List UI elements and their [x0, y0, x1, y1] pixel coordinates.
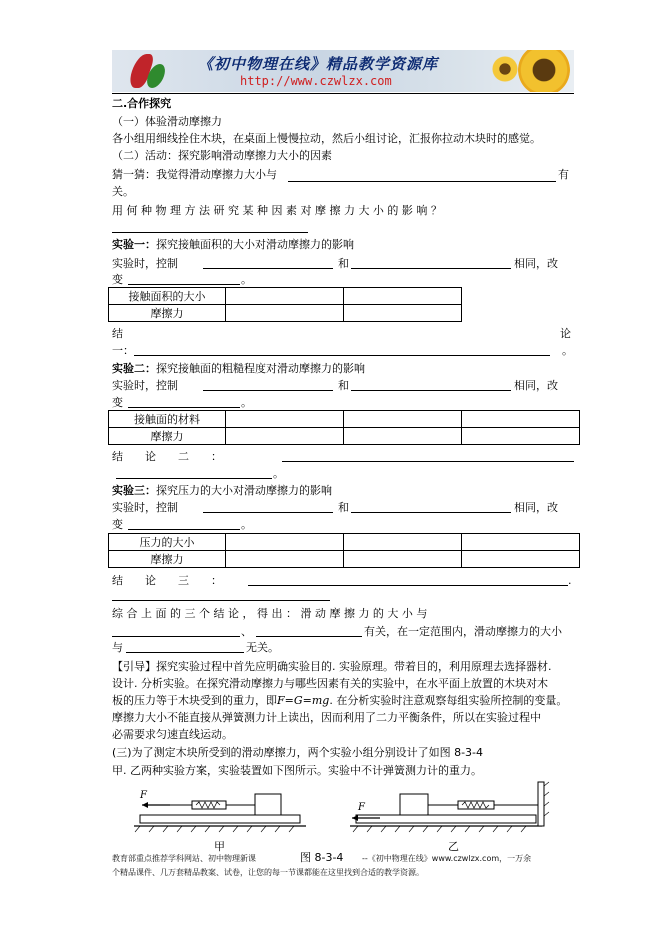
section-title: 二.合作探究 — [112, 97, 172, 110]
guide-line-1: 【引导】探究实验过程中首先应明确实验目的. 实验原理。带着目的，利用原理去选择器材. — [112, 660, 552, 673]
section-3-line-2: 甲. 乙两种实验方案，实验装置如下图所示。实验中不计弹簧测力计的重力。 — [112, 764, 482, 777]
experiment-1-title: 探究接触面积的大小对滑动摩擦力的影响 — [156, 238, 354, 251]
header-rule — [112, 93, 574, 94]
footer-line-1-b[interactable]: --《初中物理在线》www.czwlzx.com，一万余 — [362, 854, 532, 863]
force-label-jia: F — [140, 790, 147, 801]
conclusion-2-label: 结 论 二 ： — [112, 450, 222, 463]
method-question: 用 何 种 物 理 方 法 研 究 某 种 因 素 对 摩 擦 力 大 小 的 影 响 ？ — [112, 204, 442, 217]
exp1-row-header-friction: 摩擦力 — [109, 305, 226, 322]
experiment-3-table — [108, 533, 580, 568]
conclusion-2-blank-1[interactable] — [282, 461, 574, 462]
exp3-change: 变 — [112, 518, 123, 531]
summary-blank-2[interactable] — [256, 636, 362, 637]
section-3-line-1: (三)为了测定木块所受到的滑动摩擦力，两个实验小组分别设计了如图 8-3-4 — [112, 746, 484, 759]
figure-label-jia: 甲 — [214, 840, 225, 853]
exp3-period: 。 — [241, 518, 252, 531]
experiment-1-table — [108, 287, 462, 322]
sunflower-image — [518, 50, 570, 92]
table-cell[interactable] — [226, 288, 344, 305]
exp2-and: 和 — [338, 379, 349, 392]
exp1-row-header-area: 接触面积的大小 — [109, 288, 226, 305]
guide-line-4: 摩擦力大小不能直接从弹簧测力计上读出，因而利用了二力平衡条件，所以在实验过程中 — [112, 711, 541, 724]
guide-line-3a: 板的压力等于木块受到的重力，即 — [112, 694, 277, 707]
subsection-1-title: （一）体验滑动摩擦力 — [112, 115, 222, 128]
guess-continuation: 关。 — [112, 185, 134, 198]
conclusion-1-a: 结 — [112, 327, 123, 340]
guide-line-5: 必需要求匀速直线运动。 — [112, 728, 233, 741]
table-row — [109, 411, 580, 428]
force-label-yi: F — [358, 802, 365, 813]
table-cell[interactable] — [462, 534, 580, 551]
subsection-2-title: （二）活动：探究影响滑动摩擦力大小的因素 — [112, 149, 332, 162]
experiment-3-title: 探究压力的大小对滑动摩擦力的影响 — [156, 484, 332, 497]
table-cell[interactable] — [226, 428, 344, 445]
experiment-2-heading — [112, 361, 365, 377]
guess-blank[interactable] — [288, 181, 556, 182]
banner-title: 《初中物理在线》精品教学资源库 — [198, 55, 439, 73]
exp1-and: 和 — [338, 257, 349, 270]
exp3-control-prefix: 实验时，控制 — [112, 501, 178, 514]
exp2-period: 。 — [241, 396, 252, 409]
board-jia — [140, 815, 300, 823]
footer-line-2: 个精品课件、几万套精品教案、试卷，让您的每一节课都能在这里找到合适的教学资源。 — [112, 868, 424, 877]
conclusion-3-end: . — [568, 574, 572, 587]
table-cell[interactable] — [344, 428, 462, 445]
guess-suffix: 有 — [558, 168, 569, 181]
experiment-1-label: 实验一： — [112, 238, 156, 251]
table-row — [109, 534, 580, 551]
exp2-control-prefix: 实验时，控制 — [112, 379, 178, 392]
exp1-change: 变 — [112, 273, 123, 286]
conclusion-1-b: 论 — [560, 327, 571, 340]
header-banner — [112, 50, 574, 92]
table-cell[interactable] — [226, 534, 344, 551]
summary-line-3-suffix: 无关。 — [246, 641, 279, 654]
experiment-2-title: 探究接触面的粗糙程度对滑动摩擦力的影响 — [156, 362, 365, 375]
conclusion-2-blank-2[interactable] — [116, 478, 272, 479]
exp1-control-blank-1[interactable] — [203, 268, 333, 269]
table-cell[interactable] — [344, 551, 462, 568]
table-cell[interactable] — [226, 551, 344, 568]
apparatus-jia — [134, 790, 306, 853]
exp2-change: 变 — [112, 396, 123, 409]
table-cell[interactable] — [462, 428, 580, 445]
table-row — [109, 288, 462, 305]
table-row — [109, 551, 580, 568]
block-jia — [255, 794, 281, 815]
summary-line-1: 综 合 上 面 的 三 个 结 论 ， 得 出 ： 滑 动 摩 擦 力 的 大 小 与 — [112, 607, 428, 620]
figure-8-3-4 — [130, 778, 550, 858]
table-hatching-yi — [353, 826, 526, 832]
experiment-2-label: 实验二： — [112, 362, 156, 375]
table-cell[interactable] — [344, 288, 462, 305]
block-yi — [400, 794, 428, 815]
conclusion-1-blank[interactable] — [134, 355, 550, 356]
guide-line-2: 设计. 分析实验。在探究滑动摩擦力与哪些因素有关的实验中，在水平面上放置的木块对木 — [112, 677, 548, 690]
table-cell[interactable] — [226, 411, 344, 428]
table-cell[interactable] — [462, 551, 580, 568]
conclusion-3-blank-2[interactable] — [112, 600, 330, 601]
table-cell[interactable] — [344, 534, 462, 551]
exp2-control-blank-1[interactable] — [203, 390, 333, 391]
guess-prefix: 猜一猜：我觉得滑动摩擦力大小与 — [112, 168, 277, 181]
table-cell[interactable] — [344, 411, 462, 428]
table-cell[interactable] — [462, 411, 580, 428]
conclusion-3-label: 结 论 三 ： — [112, 574, 222, 587]
table-cell[interactable] — [344, 305, 462, 322]
spring-scale-jia — [192, 801, 226, 809]
figure-caption: 图 8-3-4 — [300, 851, 344, 864]
conclusion-2-period: 。 — [273, 467, 284, 480]
exp2-row-header-friction: 摩擦力 — [109, 428, 226, 445]
banner-url[interactable]: http://www.czwlzx.com — [240, 74, 392, 88]
exp1-period: 。 — [241, 273, 252, 286]
exp2-row-header-material: 接触面的材料 — [109, 411, 226, 428]
experiment-1-heading — [112, 237, 354, 253]
exp1-control-prefix: 实验时，控制 — [112, 257, 178, 270]
exp2-change-blank[interactable] — [128, 407, 240, 408]
exp3-same: 相同，改 — [514, 501, 558, 514]
summary-blank-1[interactable] — [112, 636, 240, 637]
experiment-3-heading — [112, 483, 332, 499]
guide-line-3 — [112, 693, 567, 709]
exp1-same: 相同，改 — [514, 257, 558, 270]
guide-line-3b: . 在分析实验时注意观察每组实验所控制的变量。 — [329, 694, 568, 707]
exp3-row-header-friction: 摩擦力 — [109, 551, 226, 568]
table-row — [109, 305, 462, 322]
exp1-control-blank-2[interactable] — [351, 268, 511, 269]
apparatus-yi — [350, 782, 549, 853]
exp3-row-header-pressure: 压力的大小 — [109, 534, 226, 551]
conclusion-1-c: 一： — [112, 344, 134, 357]
method-blank[interactable] — [112, 232, 308, 233]
summary-comma: 、 — [241, 625, 252, 638]
summary-line-2: 有关，在一定范围内，滑动摩擦力的大小 — [364, 625, 562, 638]
table-row — [109, 428, 580, 445]
paragraph-1: 各小组用细线拴住木块，在桌面上慢慢拉动，然后小组讨论，汇报你拉动木块时的感觉。 — [112, 132, 541, 145]
table-hatching-jia — [135, 826, 294, 832]
footer-line-1-a: 教育部重点推荐学科网站、初中物理新课 — [112, 854, 256, 863]
sunflower-small-image — [492, 56, 518, 82]
exp3-control-blank-2[interactable] — [351, 512, 511, 513]
summary-blank-3[interactable] — [126, 652, 244, 653]
conclusion-3-blank-1[interactable] — [248, 585, 568, 586]
exp3-change-blank[interactable] — [128, 529, 240, 530]
formula-text: F=G=mg — [277, 694, 330, 707]
exp2-control-blank-2[interactable] — [351, 390, 511, 391]
table-cell[interactable] — [226, 305, 344, 322]
experiment-3-label: 实验三： — [112, 484, 156, 497]
board-yi — [356, 815, 536, 823]
conclusion-1-period: 。 — [562, 344, 573, 357]
figure-label-yi: 乙 — [448, 840, 459, 853]
exp1-change-blank[interactable] — [128, 284, 240, 285]
exp3-control-blank-1[interactable] — [203, 512, 333, 513]
exp3-and: 和 — [338, 501, 349, 514]
experiment-2-table — [108, 410, 580, 445]
summary-line-3-prefix: 与 — [112, 641, 123, 654]
wall-yi — [538, 782, 544, 826]
exp2-same: 相同，改 — [514, 379, 558, 392]
